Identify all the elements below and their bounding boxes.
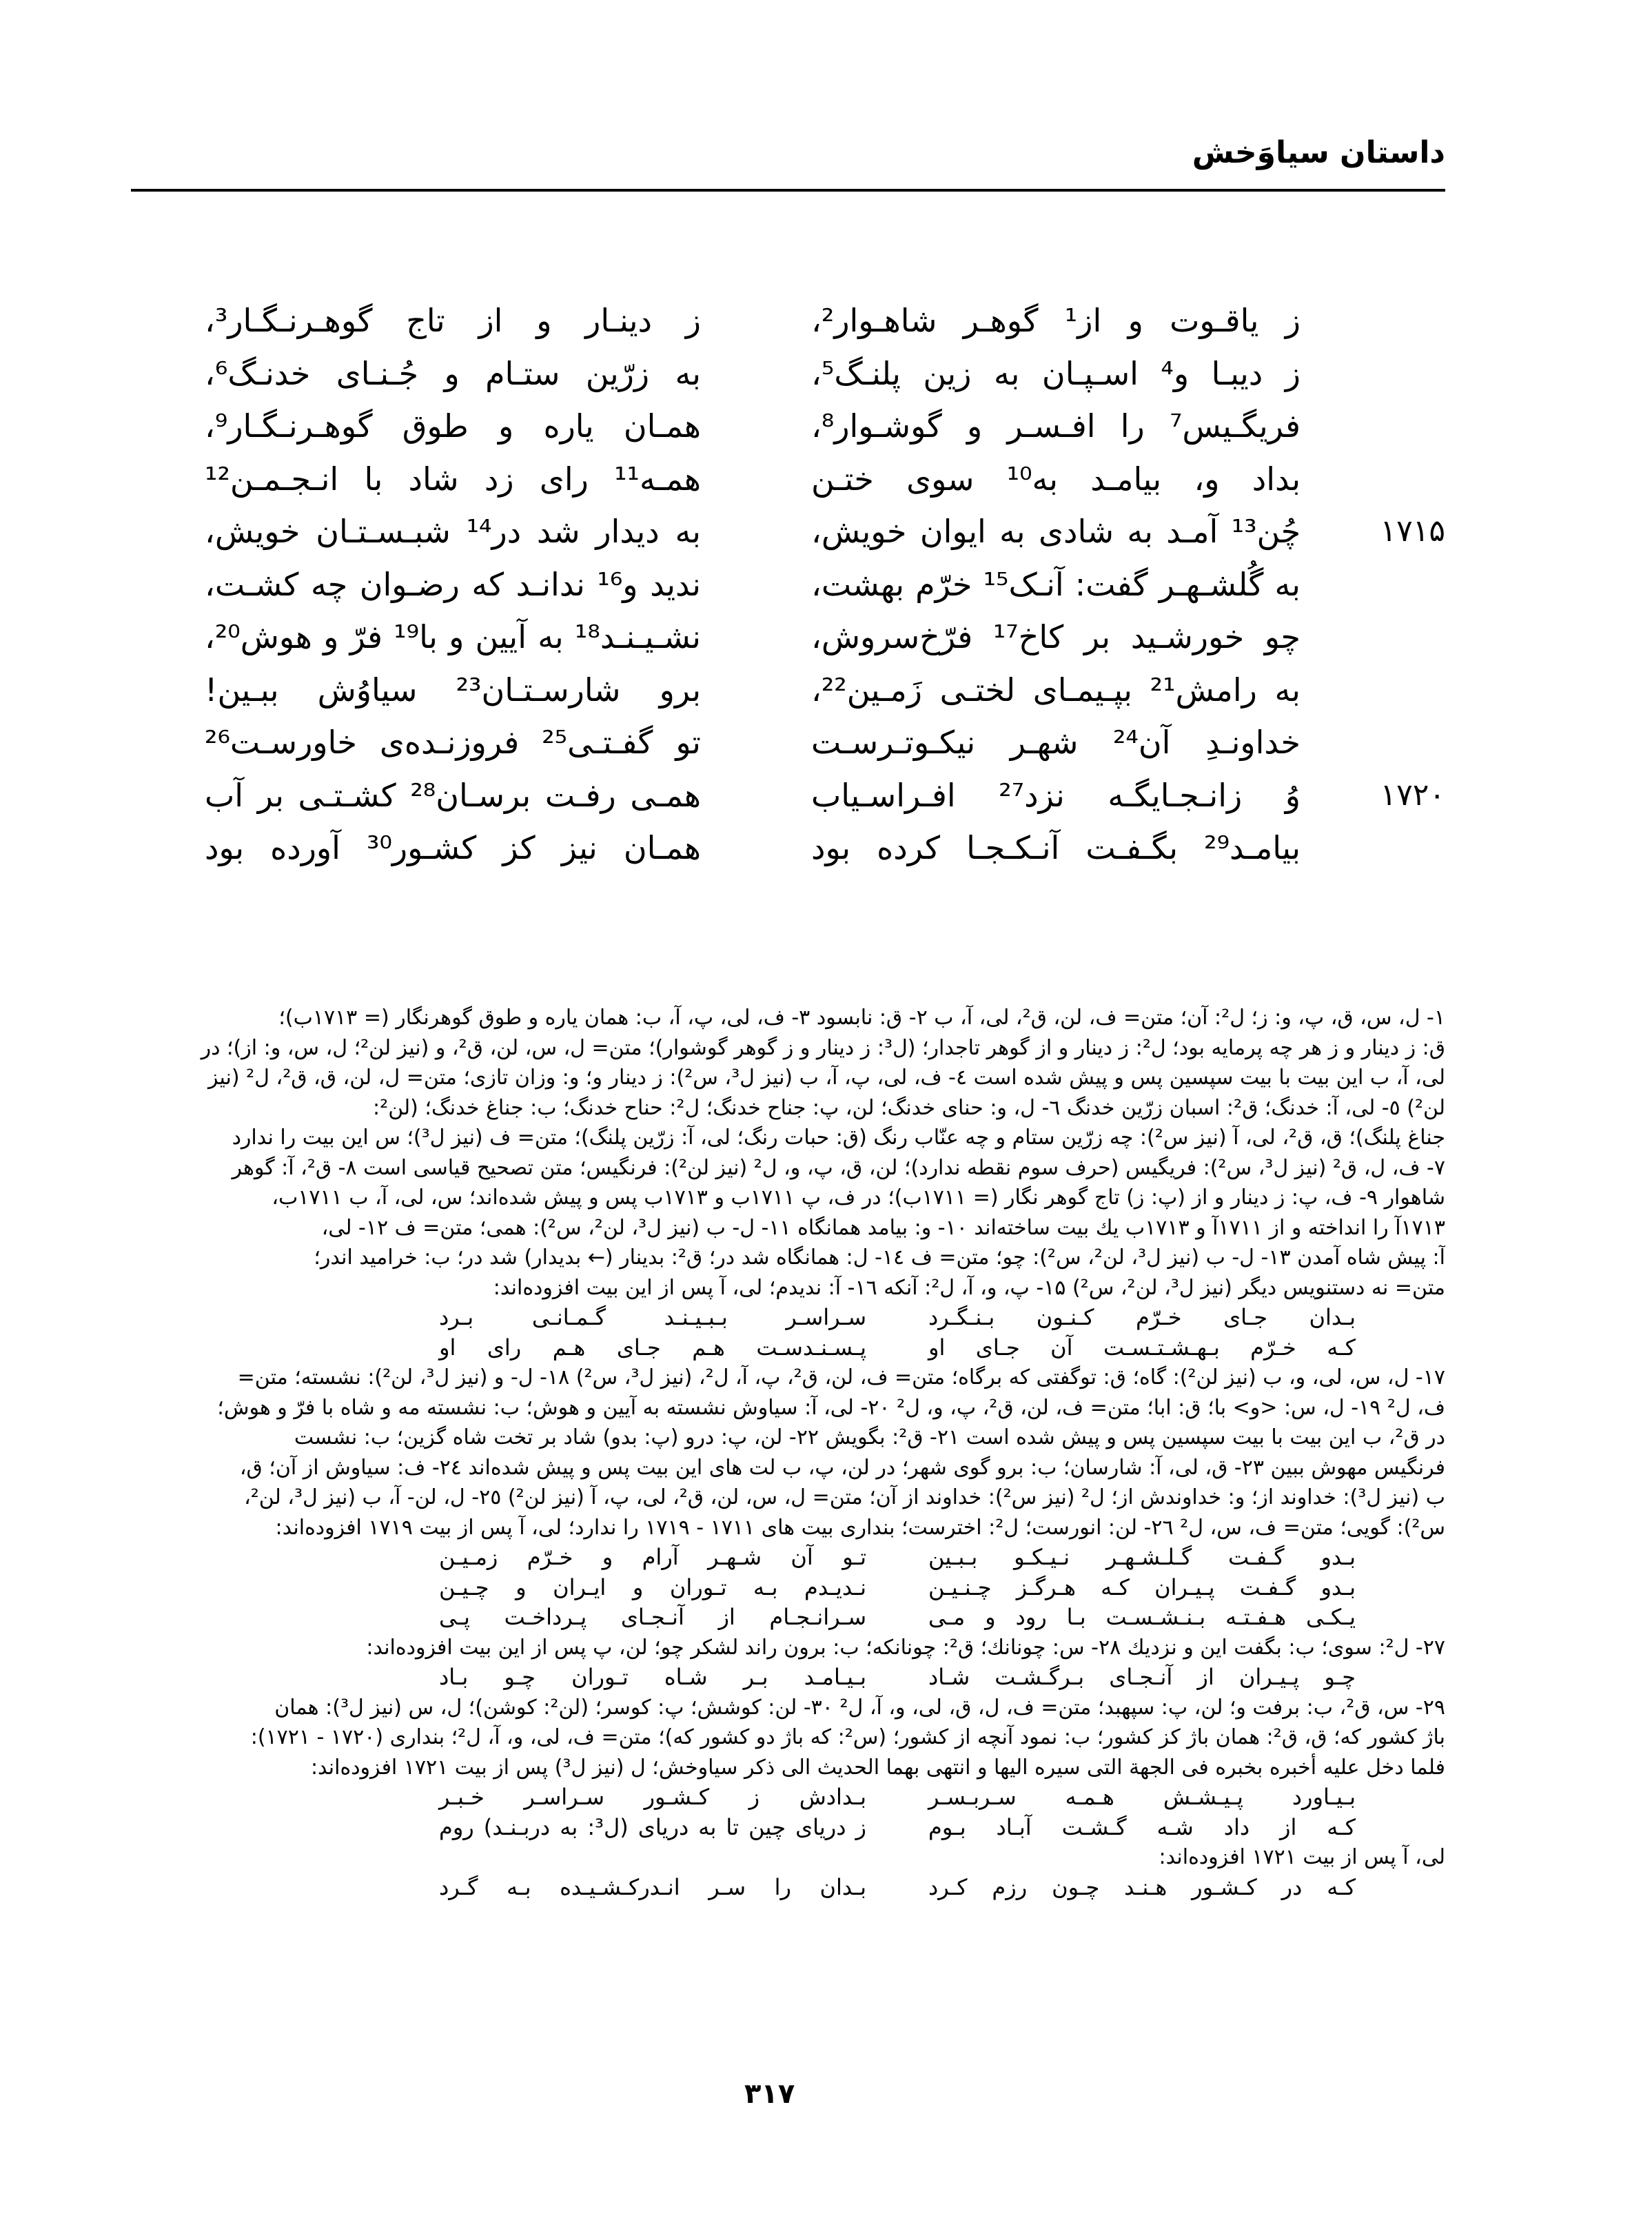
- footnote-hemistich-left: نـدیـدم بـه تـوران و ایـران و چـیـن: [439, 1574, 866, 1600]
- hemistich-left: تو گفـتـی²⁵ فروزنـده‌ی خاورسـت²⁶: [205, 724, 701, 761]
- verse-number: ۱۷۲۰: [1380, 777, 1445, 813]
- footnote-hemistich-right: کـه در کـشـور هـنـد چـون رزم کـرد: [928, 1873, 1356, 1900]
- footnote-line: شاهوار ۹- ف، پ: ز دینار و از (پ: ز) تاج گوهر نگار (= ۱۷۱۱ب)؛ در ف، پ ۱۷۱۱ب و ۱۷۱۳ب پس و پیش شده‌اند؛ س، لی، آ، ب ۱۷۱۱ب،: [272, 1185, 1445, 1210]
- footnote-hemistich-right: بـدو گـفـت پـیـران کـه هـرگـز چـنـیـن: [928, 1574, 1356, 1600]
- footnote-hemistich-right: چـو پـیـران از آنـجـای بـرگـشـت شـاد: [928, 1664, 1356, 1690]
- footnote-verse: [122, 1662, 1445, 1693]
- critical-apparatus: [122, 1003, 1445, 1902]
- footnote-line: در ق²، ب این بیت با بیت سپسین پس و پیش شده است ۲۱- ق²: بگویش ۲۲- لن، پ: درو (پ: بدو) شاد بر تخت شاه گزین؛ ب: نشست: [294, 1425, 1445, 1449]
- footnote-line: جناغ پلنگ)؛ ق، ق²، لی، آ (نیز س²): چه زرّین ستام و چه عنّاب رنگ (ق: حبات رنگ؛ لی، آ: زرّین پلنگ)؛ متن= ف (نیز ل³)؛ س این بیت را ندارد: [232, 1126, 1445, 1150]
- verse-row: [198, 296, 1445, 345]
- hemistich-left: همـه¹¹ رای زد شاد با انـجـمـن¹²: [205, 460, 701, 498]
- footnote-hemistich-right: کـه خـرّم بـهـشـتـسـت آن جـای او: [928, 1334, 1356, 1361]
- verse-row: [198, 666, 1445, 714]
- verse-number: ۱۷۱۵: [1380, 513, 1445, 549]
- hemistich-right: به گُلشـهـر گفت: آنـک¹⁵ خرّم بهشت،: [811, 565, 1301, 603]
- footnote-verse: [122, 1303, 1445, 1333]
- verse-row: [198, 824, 1445, 872]
- footnote-verse: [122, 1602, 1445, 1633]
- footnote-line: ق: ز دینار و ز هر چه پرمایه بود؛ ل²: ز دینار و از گوهر تاجدار؛ (ل³: ز دینار و ز گوهر گوشوار)؛ متن= ل، س، لن، ق²، و (نیز لن²؛ ل، س، و: از)؛ در: [201, 1035, 1445, 1060]
- footnote-hemistich-right: بـیـاورد پـیـشـش هـمـه سـربـسـر: [928, 1784, 1356, 1810]
- footnote-hemistich-left: تـو آن شـهـر آرام و خـرّم زمـیـن: [439, 1544, 866, 1570]
- hemistich-left: ندید و¹⁶ ندانـد که رضـوان چه کشـت،: [205, 565, 701, 603]
- footnote-line: س²): گویی؛ متن= ف، س، ل² ۲٦- لن: انورست؛ ل²: اخترست؛ بنداری بیت های ۱۷۱۱ - ۱۷۱۹ را ندارد؛ لی، آ پس از بیت ۱۷۱۹ افزوده‌اند:: [275, 1515, 1445, 1540]
- footnote-line: لن²) ٥- لی، آ: خدنگ؛ ق²: اسبان زرّین خدنگ ٦- ل، و: حنای خدنگ؛ لن، پ: جناح خدنگ؛ ل²: حناح خدنگ؛ ب: جناغ خدنگ؛ (لن²:: [373, 1095, 1445, 1120]
- footnote-hemistich-right: یـکـی هـفـتـه بـنـشـسـت بـا رود و مـی: [928, 1604, 1356, 1630]
- footnote-hemistich-right: بـدان جـای خـرّم کـنـون بـنـگـرد: [928, 1304, 1356, 1330]
- footnote-hemistich-right: بـدو گـفـت گـلـشـهـر نـیـکـو بـبـین: [928, 1544, 1356, 1570]
- verse-row: [198, 402, 1445, 450]
- hemistich-left: همـان نیز کز کشـور³⁰ آورده بود: [205, 829, 702, 866]
- verse-row: [198, 718, 1445, 766]
- footnote-line: لی، آ پس از بیت ۱۷۲۱ افزوده‌اند:: [1159, 1845, 1445, 1869]
- verse-row: [198, 349, 1445, 398]
- footnote-hemistich-left: بـیـامـد بـر شـاه تـوران چـو بـاد: [439, 1664, 866, 1690]
- footnote-line: ۱۷- ل، س، لی، و، ب (نیز لن²): گاه؛ ق: توگفتی که برگاه؛ متن= ف، لن، ق²، پ، آ، ل²، (نیز ل³، س²) ۱۸- ل- و (نیز ل³، لن²): نشسته؛ متن=: [237, 1365, 1445, 1390]
- hemistich-left: به دیدار شد در¹⁴ شبـسـتـان خویش،: [205, 513, 701, 550]
- footnote-verse: [122, 1543, 1445, 1573]
- verse-row: [198, 613, 1445, 661]
- verse-row: [198, 771, 1445, 820]
- footnote-line: باژ کشور که؛ ق، ق²: همان باژ کز کشور؛ ب: نمود آنچه از کشور؛ (س²: که باژ دو کشور که)؛ متن= ف، لی، و، آ، ل²؛ بنداری (۱۷۲۰ - ۱۷۲۱):: [250, 1725, 1445, 1749]
- poem-verses: [198, 296, 1445, 882]
- footnote-line: ۱- ل، س، ق، پ، و: ز؛ ل²: آن؛ متن= ف، لن، ق²، لی، آ، ب ۲- ق: نابسود ۳- ف، لی، پ، آ، ب: همان یاره و طوق گوهرنگار (= ۱۷۱۳ب)؛: [278, 1006, 1445, 1030]
- hemistich-left: برو شارسـتـان²³ سیاوُش ببـین!: [205, 671, 701, 709]
- hemistich-left: نشـیـنـد¹⁸ به آیین و با¹⁹ فرّ و هوش²⁰،: [205, 618, 701, 655]
- footnote-hemistich-left: سـرانـجـام از آنـجـای پـرداخـت پـی: [439, 1604, 866, 1630]
- hemistich-left: همـان یاره و طوق گوهـرنـگـار⁹،: [205, 407, 701, 445]
- footnote-verse: [122, 1873, 1445, 1903]
- footnote-hemistich-left: پـسـنـدسـت هـم جـای هـم رای او: [439, 1334, 866, 1361]
- footnote-verse: [122, 1813, 1445, 1843]
- footnote-hemistich-right: کـه از داد شـه گـشـت آبـاد بـوم: [928, 1813, 1356, 1840]
- hemistich-right: فریگـیس⁷ را افـسـر و گوشـوار⁸،: [811, 407, 1301, 445]
- hemistich-right: خداونـدِ آن²⁴ شهـر نیکـوتـرسـت: [811, 724, 1301, 761]
- footnote-line: لی، آ، ب این بیت با بیت سپسین پس و پیش شده است ٤- ف، لی، پ، آ، ب (نیز ل³، س²): ز دینار و؛ و: وزان تازی؛ متن= ل، لن، ق، ق²، ل² (نیز: [207, 1066, 1445, 1090]
- hemistich-right: ز دیبـا و⁴ اسـپـان به زین پلنـگ⁵،: [811, 354, 1301, 392]
- footnote-line: متن= نه دستنویس دیگر (نیز ل³، لن²، س²) ۱۵- پ، و، آ، ل²: آنکه ١٦- آ: ندیدم؛ لی، آ پس از این بیت افزوده‌اند:: [493, 1275, 1445, 1300]
- verse-row: [198, 455, 1445, 503]
- hemistich-left: همـی رفـت برسـان²⁸ کشـتـی بر آب: [205, 776, 702, 814]
- footnote-verse: [122, 1573, 1445, 1603]
- footnote-line: فلما دخل علیه أخبره بخبره فی الجهة التی سیره الیها و انتهی بهما الحدیث الی ذکر سیاوخش؛ ل (نیز ل³) پس از بیت ۱۷۲۱ افزوده‌اند:: [310, 1755, 1445, 1780]
- footnote-line: ۱۷۱۳آ را انداخته و از ۱۷۱۱آ و ۱۷۱۳ب یك بیت ساخته‌اند ۱۰- و: بیامد همانگاه ۱۱- ل- ب (نیز ل³، لن²، س²): همی؛ متن= ف ۱۲- لی،: [321, 1215, 1445, 1240]
- verse-row: [198, 560, 1445, 609]
- hemistich-right: بداد و، بیامـد به¹⁰ سوی ختـن: [811, 460, 1301, 498]
- footnote-line: ب (نیز ل³): خداوند از؛ و: خداوندش از؛ ل² (نیز س²): خداوند از آن؛ متن= ل، س، لن، ق²، لی، پ، آ (نیز لن²) ۲٥- ل، لن- آ، ب (نیز ل³، لن²،: [244, 1485, 1445, 1509]
- hemistich-right: به رامش²¹ بپـیمـای لختـی زَمـین²²،: [811, 671, 1301, 709]
- footnote-line: ۷- ف، ل، ق² (نیز ل³، س²): فریگیس (حرف سوم نقطه ندارد)؛ لن، ق، پ، و، ل² (نیز لن²): فرنگیس؛ متن تصحیح قیاسی است ۸- ق²، آ: گوهر: [232, 1155, 1445, 1180]
- footnote-hemistich-left: ز دریای چین تا به دریای (ل³: به دربـنـد) روم: [439, 1813, 867, 1840]
- footnote-line: فرنگیس مهوش ببین ۲۳- ق، لی، آ: شارسان؛ ب: برو گوی شهر؛ در لن، پ، ب لت های این بیت پس و پیش شده‌اند ۲٤- ف: سیاوش از آن؛ ق،: [239, 1455, 1445, 1480]
- footnote-line: ۲۹- س، ق²، ب: برفت و؛ لن، پ: سپهبد؛ متن= ف، ل، ق، لی، و، آ، ل² ۳۰- لن: کوشش؛ پ: کوسر؛ (لن²: کوشن)؛ ل، س (نیز ل³): همان: [274, 1695, 1445, 1720]
- hemistich-right: چُن¹³ آمـد به شادی به ایوان خویش،: [811, 513, 1301, 550]
- hemistich-right: چو خورشـید بر کاخ¹⁷ فرّخ‌سروش،: [811, 618, 1301, 655]
- footnote-hemistich-left: سـراسـر بـبـیـنـد گـمـانـی بـرد: [439, 1304, 866, 1330]
- hemistich-right: بیامـد²⁹ بگـفـت آنـکـجـا کرده بود: [811, 829, 1301, 866]
- footnote-hemistich-left: بـدادش ز کـشـور سـراسـر خـبـر: [439, 1784, 866, 1810]
- hemistich-right: ز یاقـوت و از¹ گوهـر شاهـوار²،: [811, 302, 1301, 339]
- hemistich-left: ز دینـار و از تاج گوهـرنـگـار³،: [205, 302, 701, 339]
- footnote-line: ۲۷- ل²: سوی؛ ب: بگفت این و نزدیك ۲۸- س: چونانك؛ ق²: چونانکه؛ ب: برون راند لشکر چو؛ لن، پ پس از این بیت افزوده‌اند:: [366, 1635, 1445, 1660]
- running-title: داستان سیاوَخش: [1192, 135, 1445, 170]
- footnote-verse: [122, 1333, 1445, 1363]
- header-rule: [131, 189, 1445, 192]
- hemistich-left: به زرّین ستـام و جُـنـای خدنـگ⁶،: [205, 354, 701, 392]
- footnote-hemistich-left: بـدان را سـر انـدرکـشـیـده بـه گـرد: [439, 1873, 866, 1900]
- footnote-line: ف، ل² ۱۹- ل، س: <و> با؛ ق: ابا؛ متن= ف، لن، ق²، پ، و، ل² ۲۰- لی، آ: سیاوش نشسته به آیین و هوش؛ ب: نشسته مه و شاه با فرّ و هوش؛: [217, 1395, 1445, 1420]
- hemistich-right: وُ زانـجـایگـه نزد²⁷ افـراسـیاب: [811, 776, 1301, 814]
- footnote-verse: [122, 1782, 1445, 1813]
- footnote-line: آ: پیش شاه آمدن ۱۳- ل- ب (نیز ل³، لن²، س²): چو؛ متن= ف ١٤- ل: همانگاه شد در؛ ق²: بدینار (← بدیدار) شد در؛ ب: خرامید اندر؛: [314, 1245, 1445, 1270]
- page-number: ۳۱۷: [744, 2078, 795, 2110]
- verse-row: [198, 507, 1445, 556]
